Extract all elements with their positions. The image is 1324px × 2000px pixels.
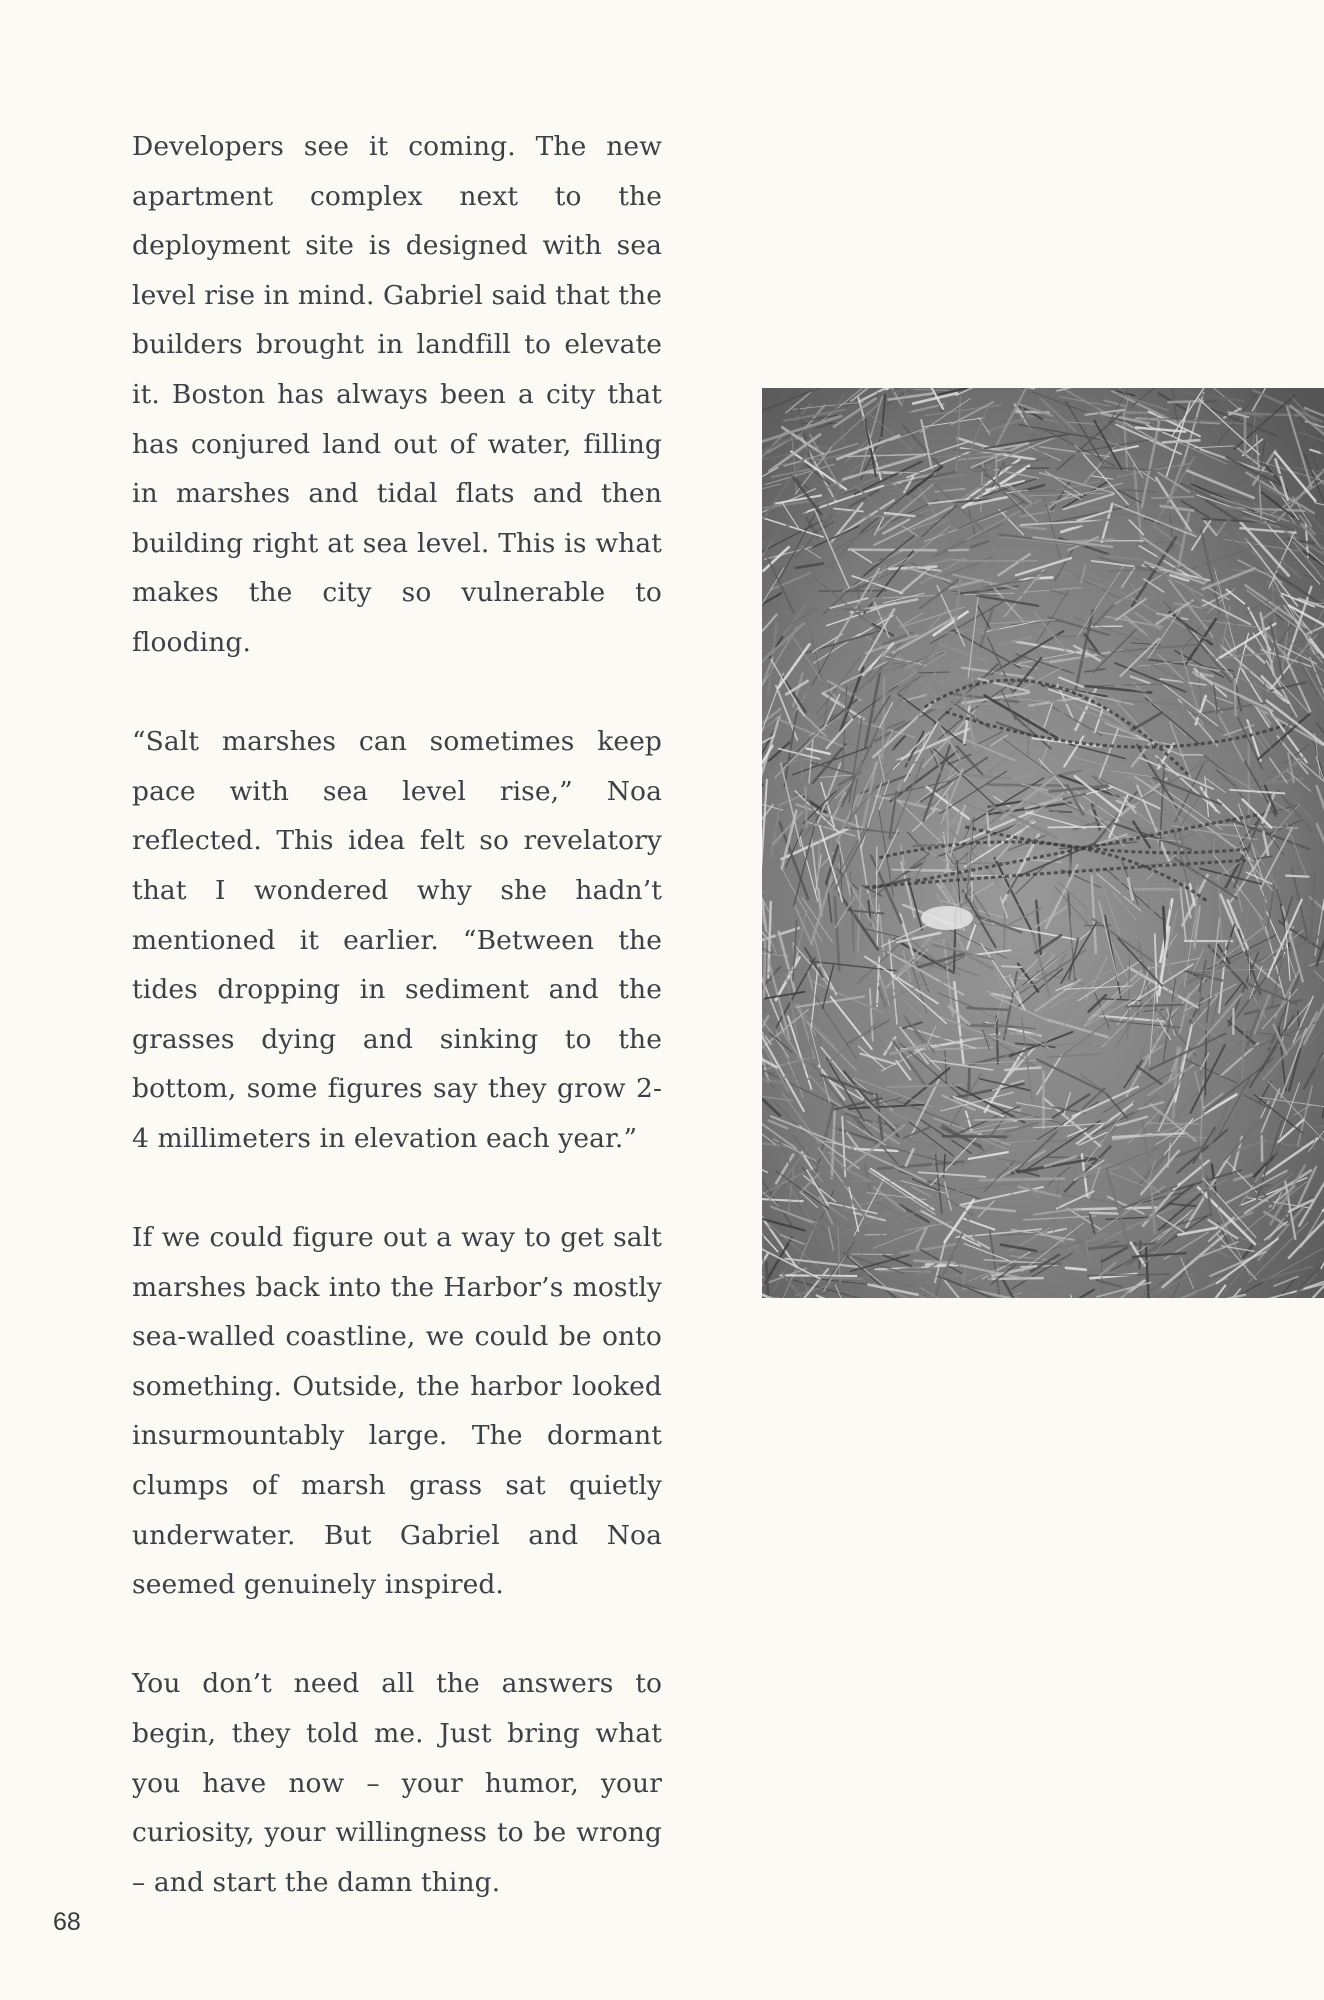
- marsh-grass-photo: [762, 388, 1324, 1298]
- article-body: [132, 122, 662, 1907]
- paragraph-4: You don’t need all the answers to begin, they told me. Just bring what you have now – your humor, your curiosity, your willingness to be wrong – and start the damn thing.: [132, 1668, 662, 1898]
- marsh-grass-image: [762, 388, 1324, 1298]
- paragraph-3: If we could figure out a way to get salt marshes back into the Harbor’s mostly sea-walled coastline, we could be onto something. Outside, the harbor looked insurmountably large. The dormant clumps of marsh grass sat quietly underwater. But Gabriel and Noa seemed genuinely inspired.: [132, 1222, 662, 1601]
- page-number: 68: [53, 1908, 81, 1936]
- paragraph-1: Developers see it coming. The new apartment complex next to the deployment site is designed with sea level rise in mind. Gabriel said that the builders brought in landfill to elevate it. Boston has always been a city that has conjured land out of water, filling in marshes and tidal flats and then building right at sea level. This is what makes the city so vulnerable to flooding.: [132, 131, 663, 658]
- paragraph-2: “Salt marshes can sometimes keep pace with sea level rise,” Noa reflected. This idea felt so revelatory that I wondered why she hadn’t mentioned it earlier. “Between the tides dropping in sediment and the grasses dying and sinking to the bottom, some figures say they grow 2-4 millimeters in elevation each year.”: [132, 726, 662, 1154]
